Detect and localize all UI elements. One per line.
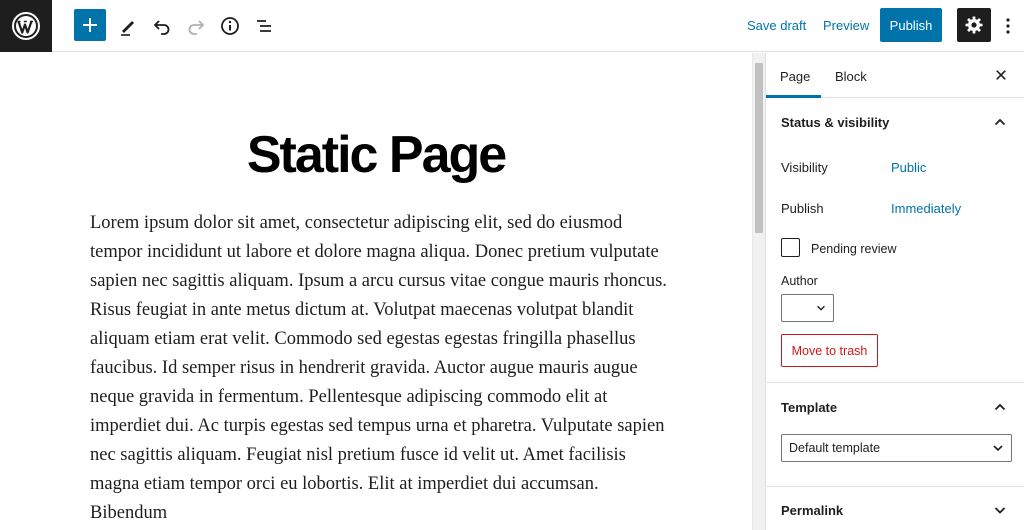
redo-icon	[185, 15, 207, 37]
pending-review-label[interactable]: Pending review	[811, 242, 897, 256]
preview-button[interactable]: Preview	[823, 18, 870, 33]
details-button[interactable]	[214, 10, 246, 42]
chevron-up-icon[interactable]	[992, 114, 1008, 130]
status-visibility-title[interactable]: Status & visibility	[781, 115, 890, 130]
author-select[interactable]	[781, 294, 834, 322]
chevron-down-icon[interactable]	[992, 502, 1008, 518]
list-view-icon	[253, 15, 275, 37]
publish-button[interactable]: Publish	[880, 8, 942, 42]
editor-scrollbar[interactable]	[752, 53, 765, 530]
editor-canvas	[0, 53, 752, 530]
scrollbar-thumb[interactable]	[755, 63, 763, 233]
undo-icon	[151, 15, 173, 37]
post-title[interactable]: Static Page	[246, 126, 506, 184]
tab-page[interactable]: Page	[780, 69, 811, 84]
add-block-button[interactable]	[74, 9, 106, 41]
visibility-label: Visibility	[781, 160, 828, 175]
permalink-panel-title[interactable]: Permalink	[781, 503, 844, 518]
sidebar-tabs	[766, 53, 1024, 98]
settings-sidebar	[765, 53, 1024, 530]
panel-divider	[766, 486, 1024, 487]
active-tab-indicator	[766, 95, 821, 98]
undo-button[interactable]	[146, 10, 178, 42]
wordpress-logo-icon	[11, 11, 41, 41]
visibility-value-link[interactable]: Public	[891, 160, 927, 175]
panel-divider	[766, 382, 1024, 383]
gear-icon	[964, 15, 984, 35]
more-options-button[interactable]	[998, 12, 1018, 40]
redo-button[interactable]	[180, 10, 212, 42]
chevron-up-icon[interactable]	[992, 399, 1008, 415]
info-icon	[219, 15, 241, 37]
tab-block[interactable]: Block	[835, 69, 867, 84]
template-panel-title[interactable]: Template	[781, 400, 838, 415]
settings-button[interactable]	[957, 8, 991, 42]
template-select-value: Default template	[789, 441, 881, 455]
tools-button[interactable]	[112, 10, 144, 42]
editor-toolbar	[0, 0, 1024, 52]
list-view-button[interactable]	[248, 10, 280, 42]
move-to-trash-button[interactable]: Move to trash	[781, 334, 878, 367]
close-sidebar-button[interactable]	[992, 66, 1010, 84]
chevron-down-icon	[991, 441, 1005, 455]
plus-icon	[81, 16, 99, 34]
chevron-down-icon	[815, 302, 827, 314]
publish-date-link[interactable]: Immediately	[891, 201, 962, 216]
author-label: Author	[781, 274, 818, 288]
more-vertical-icon	[1005, 16, 1011, 36]
save-draft-button[interactable]: Save draft	[747, 18, 807, 33]
pencil-icon	[117, 15, 139, 37]
pending-review-checkbox[interactable]	[781, 238, 800, 257]
paragraph-block[interactable]: Lorem ipsum dolor sit amet, consectetur adipiscing elit, sed do eiusmod tempor incididunt ut labore et dolore magna aliqua. Donec pretium vulputate sapien nec sagittis aliquam. Ipsum a arcu cursus vitae congue mauris rhoncus. Risus feugiat in ante metus dictum at. Volutpat maecenas volutpat blandit aliquam etiam erat velit. Commodo sed egestas egestas fringilla phasellus faucibus. Id semper risus in hendrerit gravida. Auctor augue mauris augue neque gravida in fermentum. Pellentesque adipiscing commodo elit at imperdiet dui. Ac turpis egestas sed tempus urna et pharetra. Vulputate sapien nec sagittis aliquam. Feugiat nisl pretium fusce id velit ut. Amet facilisis magna etiam tempor orci eu lobortis. Elit at imperdiet dui accumsan. Bibendum	[90, 213, 667, 523]
publish-label: Publish	[781, 201, 824, 216]
wordpress-logo-button[interactable]	[0, 0, 52, 52]
close-icon	[995, 69, 1007, 81]
template-select[interactable]	[781, 434, 1012, 462]
